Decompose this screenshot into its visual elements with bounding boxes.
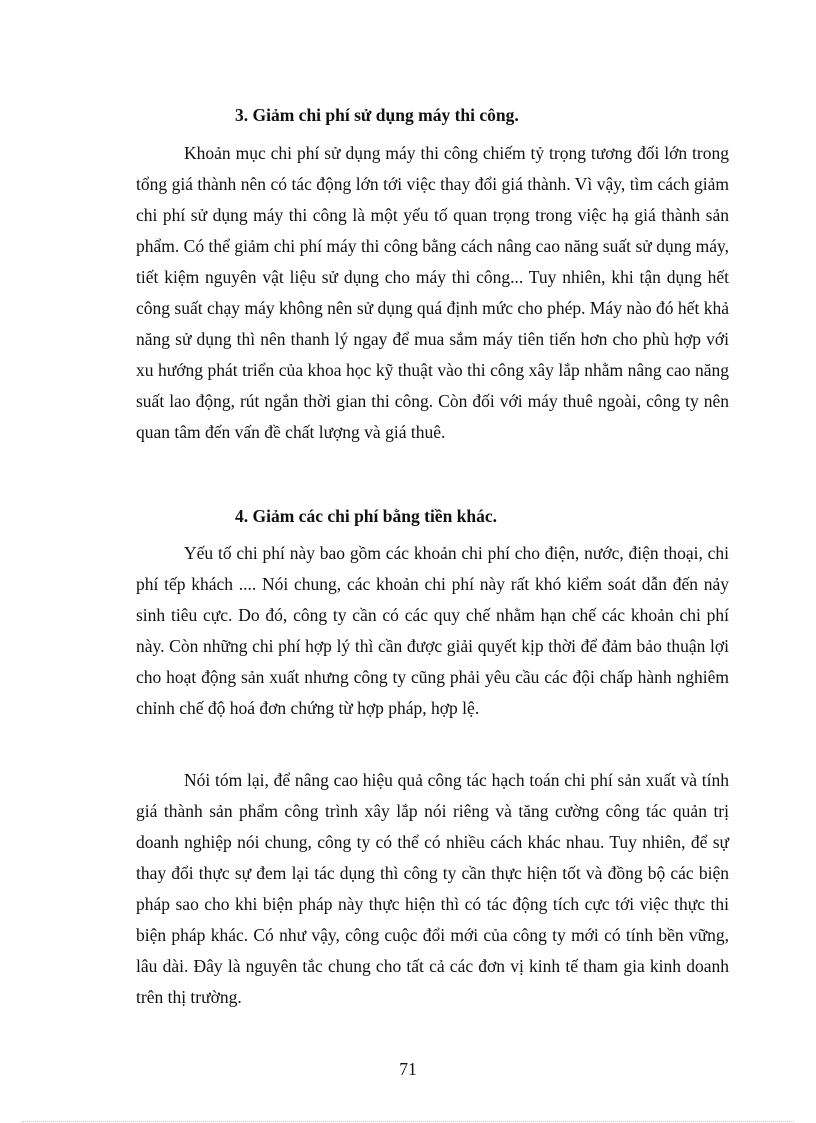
page-number: 71 xyxy=(399,1059,417,1079)
section-3-paragraph: Khoản mục chi phí sử dụng máy thi công chiếm tỷ trọng tương đối lớn trong tổng giá thành nên có tác động lớn tới việc thay đổi giá thành. Vì vậy, tìm cách giảm chi phí sử dụng máy thi công là một yếu tố quan trọng trong việc hạ giá thành sản phẩm. Có thể giảm chi phí máy thi công bằng cách nâng cao năng suất sử dụng máy, tiết kiệm nguyên vật liệu sử dụng cho máy thi công... Tuy nhiên, khi tận dụng hết công suất chạy máy không nên sử dụng quá định mức cho phép. Máy nào đó hết khả năng sử dụng thì nên thanh lý ngay để mua sắm máy tiên tiến hơn cho phù hợp với xu hướng phát triển của khoa học kỹ thuật vào thi công xây lắp nhằm nâng cao năng suất lao động, rút ngắn thời gian thi công. Còn đối với máy thuê ngoài, công ty nên quan tâm đến vấn đề chất lượng và giá thuê. xyxy=(136,143,729,442)
section-4-heading: 4. Giảm các chi phí bằng tiền khác. xyxy=(235,506,498,526)
page-bottom-divider xyxy=(22,1121,794,1122)
section-4-paragraph: Yếu tố chi phí này bao gồm các khoản chi phí cho điện, nước, điện thoại, chi phí tếp khách .... Nói chung, các khoản chi phí này rất khó kiểm soát dẫn đến nảy sinh tiêu cực. Do đó, công ty cần có các quy chế nhằm hạn chế các khoản chi phí này. Còn những chi phí hợp lý thì cần được giải quyết kịp thời để đảm bảo thuận lợi cho hoạt động sản xuất nhưng công ty cũng phải yêu cầu các đội chấp hành nghiêm chỉnh chế độ hoá đơn chứng từ hợp pháp, hợp lệ. xyxy=(136,543,729,718)
section-3-heading: 3. Giảm chi phí sử dụng máy thi công. xyxy=(235,105,519,125)
conclusion-paragraph: Nói tóm lại, để nâng cao hiệu quả công tác hạch toán chi phí sản xuất và tính giá thành sản phẩm công trình xây lắp nói riêng và tăng cường công tác quản trị doanh nghiệp nói chung, công ty có thể có nhiều cách khác nhau. Tuy nhiên, để sự thay đổi thực sự đem lại tác dụng thì công ty cần thực hiện tốt và đồng bộ các biện pháp sao cho khi biện pháp này thực hiện thì có tác động tích cực tới việc thực thi biện pháp khác. Có như vậy, công cuộc đổi mới của công ty mới có tính bền vững, lâu dài. Đây là nguyên tắc chung cho tất cả các đơn vị kinh tế tham gia kinh doanh trên thị trường. xyxy=(136,770,729,1007)
